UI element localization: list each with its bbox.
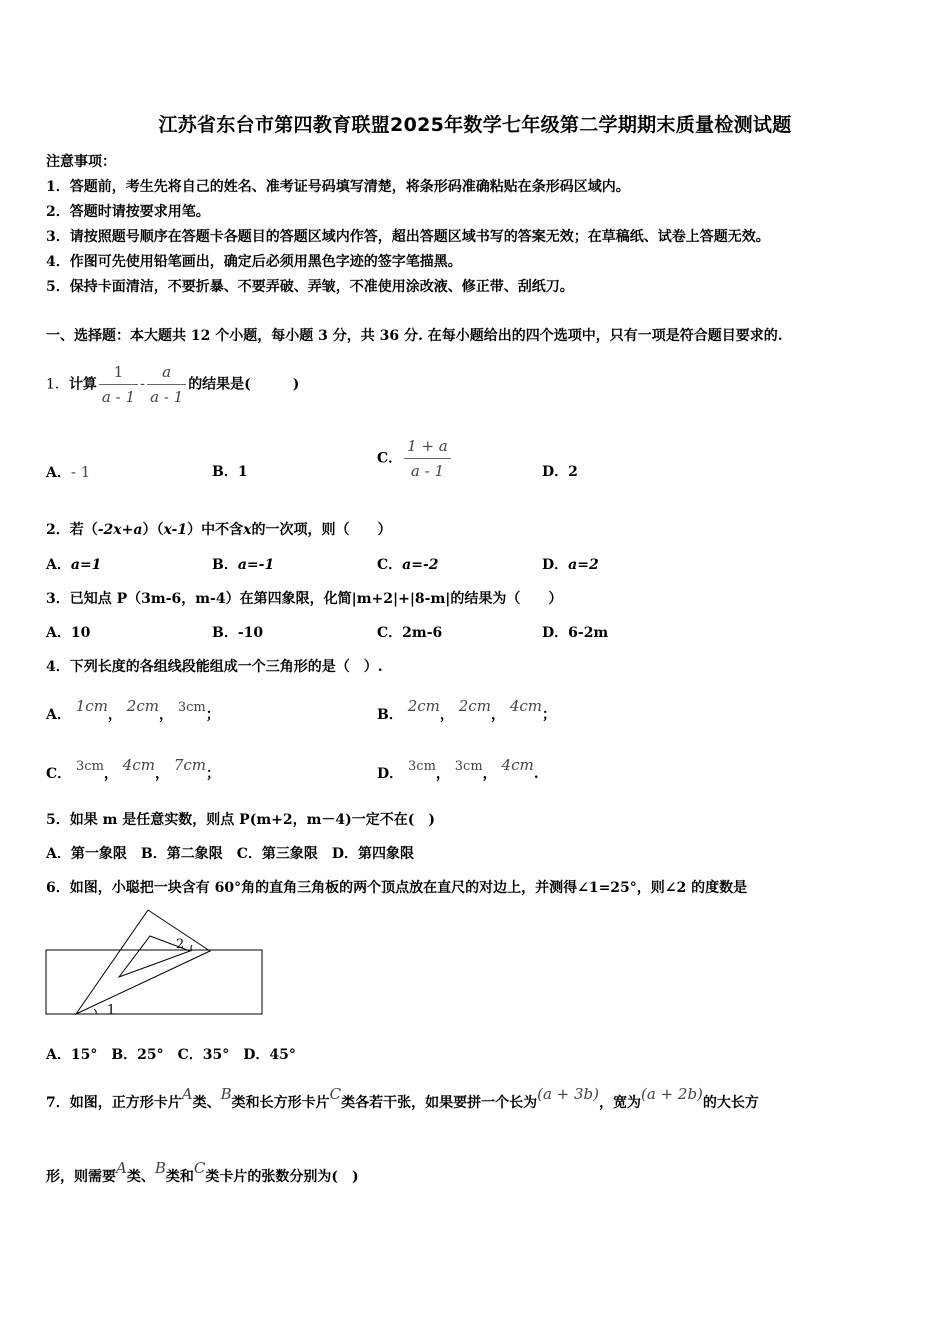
q1-f1-den: a - 1 <box>101 388 136 406</box>
q2-a-label: A． <box>46 557 71 573</box>
question-4: 4．下列长度的各组线段能组成一个三角形的是（ ）. <box>46 659 383 675</box>
triangle-outer <box>76 910 210 1014</box>
question-6: 6．如图，小聪把一块含有 60°角的直角三角板的两个顶点放在直尺的对边上，并测得∠1=25°，则∠2 的度数是 <box>46 880 748 896</box>
q2-d-label: D． <box>542 557 569 573</box>
q6-figure <box>40 905 270 1020</box>
q7-c: C <box>329 1085 342 1103</box>
q7-pre: 7．如图，正方形卡片 <box>46 1095 182 1111</box>
angle-2-arc <box>191 945 192 951</box>
section-heading: 一、选择题：本大题共 12 个小题，每小题 3 分，共 36 分. 在每小题给出的四个选项中，只有一项是符合题目要求的. <box>46 328 783 344</box>
q4-sep: ， <box>158 707 173 723</box>
q7-mid2: 类和长方形卡片 <box>231 1095 330 1111</box>
q2-a-value: a=1 <box>70 557 102 573</box>
q4-sep: ， <box>154 766 169 782</box>
q7-a: A <box>181 1085 193 1103</box>
q3-option-d[interactable]: D．6-2m <box>542 625 609 641</box>
q4-b-v2: 2cm <box>458 697 491 715</box>
q7-mid4: ，宽为 <box>599 1095 642 1111</box>
q4-b-label: B． <box>377 707 403 723</box>
q1-c-label: C． <box>377 450 403 467</box>
q1-option-d[interactable] <box>542 462 578 482</box>
q1-d-value: 2 <box>568 464 578 480</box>
q1-option-a[interactable] <box>46 462 90 483</box>
question-5: 5．如果 m 是任意实数，则点 P(m+2，m－4)一定不在( ) <box>46 812 436 828</box>
q4-sep: ， <box>103 766 118 782</box>
q2-c-label: C． <box>377 557 403 573</box>
notice-item-2: 2．答题时请按要求用笔。 <box>46 204 210 220</box>
q7-l2-c: C <box>193 1159 206 1177</box>
q4-option-d[interactable] <box>377 756 539 785</box>
q4-d-label: D． <box>377 766 404 782</box>
q2-expr-1: -2x+a <box>97 522 143 538</box>
q4-c-v2: 4cm <box>122 756 155 774</box>
q4-a-v2: 2cm <box>126 697 159 715</box>
q7-l2-b: B <box>154 1159 166 1177</box>
q2-option-d[interactable] <box>542 555 599 575</box>
q1-b-label: B． <box>212 464 238 480</box>
ruler-shape <box>46 950 262 1014</box>
q4-end: . <box>533 766 539 782</box>
q1-c-num: 1 + a <box>404 436 451 459</box>
q4-sep: ， <box>439 707 454 723</box>
q7-l2-end: 类卡片的张数分别为( ) <box>205 1169 359 1185</box>
q2-mid: ）（ <box>142 522 164 538</box>
q4-end: ； <box>205 707 220 723</box>
q1-f2-den: a - 1 <box>150 388 184 406</box>
q7-l2-pre: 形，则需要 <box>46 1169 116 1185</box>
q5-options[interactable]: A．第一象限 B．第二象限 C．第三象限 D．第四象限 <box>46 846 414 862</box>
q4-end: ； <box>206 766 221 782</box>
angle-1-label: 1 <box>107 1003 116 1018</box>
q4-sep: ， <box>107 707 122 723</box>
q4-d-v1: 3cm <box>408 759 436 774</box>
q1-a-label: A． <box>46 465 71 481</box>
q1-c-den: a - 1 <box>410 462 444 480</box>
q6-options[interactable]: A．15° B．25° C．35° D．45° <box>46 1047 296 1063</box>
q4-option-b[interactable] <box>377 697 556 725</box>
q4-c-v1: 3cm <box>76 759 104 774</box>
q4-a-label: A． <box>46 707 71 723</box>
q1-option-b[interactable] <box>212 462 248 482</box>
notice-item-1: 1．答题前，考生先将自己的姓名、准考证号码填写清楚，将条形码准确粘贴在条形码区域内。 <box>46 179 630 195</box>
q2-expr-2: x-1 <box>163 522 188 538</box>
notice-item-4: 4．作图可先使用铅笔画出，确定后必须用黑色字迹的签字笔描黑。 <box>46 254 462 270</box>
q1-b-value: 1 <box>237 464 248 480</box>
q1-a-value: - 1 <box>70 463 91 481</box>
question-2 <box>46 520 391 540</box>
q1-prefix: 计算 <box>68 376 97 393</box>
page-title: 江苏省东台市第四教育联盟2025年数学七年级第二学期期末质量检测试题 <box>158 114 792 136</box>
question-7-line-2 <box>46 1159 359 1187</box>
q4-c-v3: 7cm <box>173 756 207 774</box>
q7-l2-m2: 类和 <box>165 1169 194 1185</box>
q1-number: 1． <box>46 376 69 393</box>
q7-l2-a: A <box>116 1159 127 1177</box>
q4-option-a[interactable] <box>46 697 220 726</box>
q4-b-v1: 2cm <box>407 697 440 715</box>
q2-b-value: a=-1 <box>237 557 275 573</box>
angle-1-arc <box>94 1009 96 1014</box>
q4-option-c[interactable] <box>46 756 221 785</box>
q7-mid1: 类、 <box>192 1095 221 1111</box>
q7-width: (a + 2b) <box>641 1085 703 1103</box>
q1-fraction-1 <box>99 362 138 407</box>
q7-l2-m1: 类、 <box>126 1169 155 1185</box>
q1-d-label: D． <box>542 464 569 480</box>
question-7-line-1 <box>46 1085 759 1113</box>
q7-b: B <box>220 1085 232 1103</box>
q7-end: 的大长方 <box>702 1095 759 1111</box>
q4-sep: ， <box>435 766 450 782</box>
q4-sep: ， <box>490 707 505 723</box>
q3-option-a[interactable]: A．10 <box>46 625 91 641</box>
q3-option-b[interactable]: B．-10 <box>212 625 264 641</box>
q2-option-b[interactable] <box>212 555 274 575</box>
q3-option-c[interactable]: C．2m-6 <box>377 625 443 641</box>
q4-a-v1: 1cm <box>75 697 108 715</box>
notice-item-3: 3．请按照题号顺序在答题卡各题目的答题区域内作答，超出答题区域书写的答案无效；在草稿纸、试卷上答题无效。 <box>46 229 770 245</box>
q1-fraction-2 <box>147 362 186 407</box>
q7-length: (a + 3b) <box>537 1085 600 1103</box>
q2-x: x <box>243 522 252 538</box>
notice-heading: 注意事项： <box>46 154 116 170</box>
q1-f1-num: 1 <box>99 362 138 385</box>
notice-item-5: 5．保持卡面清洁，不要折暴、不要弄破、弄皱，不准使用涂改液、修正带、刮纸刀。 <box>46 279 574 295</box>
q2-end: 的一次项，则（ ） <box>251 522 392 538</box>
q4-end: ； <box>541 707 556 723</box>
q4-a-v3: 3cm <box>177 700 206 715</box>
q7-mid3: 类各若干张，如果要拼一个长为 <box>341 1095 538 1111</box>
question-1 <box>46 362 299 407</box>
angle-2-label: 2 <box>176 937 185 952</box>
q2-c-value: a=-2 <box>402 557 439 573</box>
q1-suffix: 的结果是( ) <box>188 376 300 393</box>
q4-c-label: C． <box>46 766 72 782</box>
q2-b-label: B． <box>212 557 238 573</box>
question-3: 3．已知点 P（3m-6，m-4）在第四象限，化简|m+2|+|8-m|的结果为（ ） <box>46 591 563 607</box>
q4-b-v3: 4cm <box>509 697 542 715</box>
q2-post: ）中不含 <box>187 522 244 538</box>
q4-sep: ， <box>482 766 497 782</box>
q1-f2-num: a <box>147 362 186 385</box>
q4-d-v3: 4cm <box>501 756 534 774</box>
q1-c-fraction <box>404 436 451 481</box>
q2-pre: 2．若（ <box>46 522 98 538</box>
q4-d-v2: 3cm <box>454 759 483 774</box>
q2-option-c[interactable] <box>377 555 439 575</box>
q1-minus: - <box>140 374 146 393</box>
q2-option-a[interactable] <box>46 555 101 575</box>
q2-d-value: a=2 <box>568 557 599 573</box>
q1-option-c[interactable] <box>377 436 453 481</box>
